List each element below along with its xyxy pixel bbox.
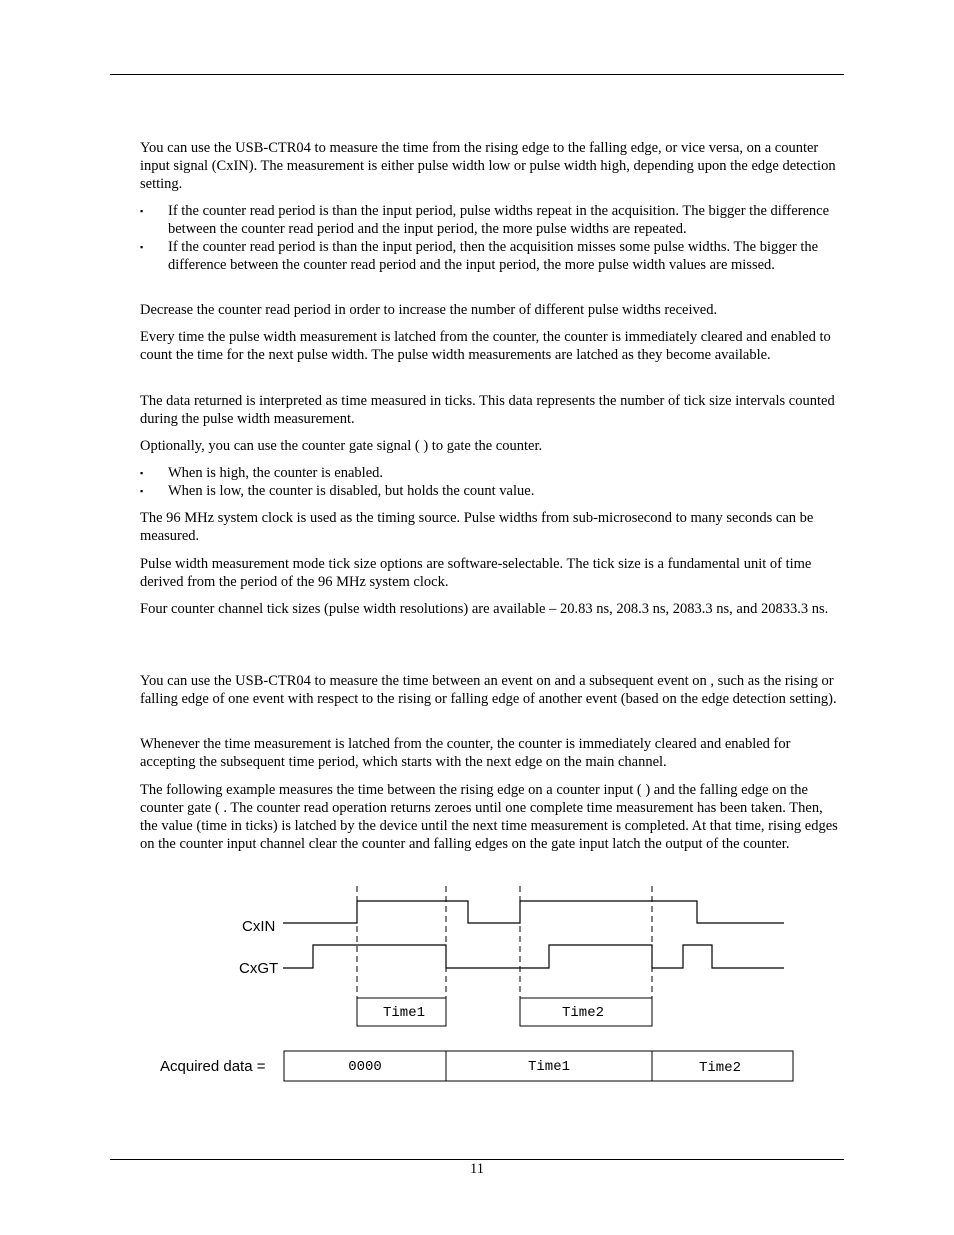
- cxgt-label: CxGT: [239, 960, 279, 977]
- cxgt-waveform: [283, 945, 784, 968]
- bullet-text: If the counter read period is than the input period, then the acquisition misses some pulse widths. The bigger the difference between the counter read period and the input period, the more pulse width values are missed.: [168, 239, 819, 273]
- paragraph-decrease-period: Decrease the counter read period in order to increase the number of different pulse widths received.: [140, 302, 718, 318]
- paragraph-timing-intro: You can use the USB-CTR04 to measure the time between an event on and a subsequent event on , such as the rising or falling edge of one event with respect to the rising or falling edge of another event (based on the edge detection setting).: [140, 673, 837, 707]
- bullet-icon: ▪: [140, 468, 144, 478]
- bullet-icon: ▪: [140, 242, 144, 252]
- bullet-text: If the counter read period is than the input period, pulse widths repeat in the acquisition. The bigger the difference between the counter read period and the input period, the more pulse widths are repeated.: [168, 203, 830, 237]
- paragraph-ticks: The data returned is interpreted as time measured in ticks. This data represents the number of tick size intervals counted during the pulse width measurement.: [140, 393, 835, 427]
- bullet-icon: ▪: [140, 206, 144, 216]
- acquired-value-cell: 0000: [348, 1059, 382, 1075]
- bullet-text: When is high, the counter is enabled.: [168, 465, 384, 481]
- paragraph-timing-latch: Whenever the time measurement is latched from the counter, the counter is immediately cleared and enabled for accepting the subsequent time period, which starts with the next edge on the main channel.: [140, 736, 791, 770]
- paragraph-tick-sizes: Four counter channel tick sizes (pulse width resolutions) are available – 20.83 ns, 208.3 ns, 2083.3 ns, and 20833.3 ns.: [140, 601, 829, 617]
- acquired-value-cell: Time2: [698, 1060, 742, 1076]
- time1-label: Time1: [382, 1005, 426, 1021]
- acquired-value-cell: Time1: [527, 1059, 571, 1075]
- paragraph-tick-options: Pulse width measurement mode tick size options are software-selectable. The tick size is a fundamental unit of time derived from the period of the 96 MHz system clock.: [140, 556, 812, 590]
- paragraph-pulse-width-intro: You can use the USB-CTR04 to measure the time from the rising edge to the falling edge, or vice versa, on a counter input signal (CxIN). The measurement is either pulse width low or pulse width high, depending upon the edge detection setting.: [140, 140, 836, 192]
- acquired-data-label: Acquired data =: [160, 1058, 266, 1075]
- paragraph-timing-example: The following example measures the time between the rising edge on a counter input ( ) and the falling edge on the counter gate ( . The counter read operation returns zeroes until one complete time measurement has been taken. Then, the value (time in ticks) is latched by the device until the next time measurement is completed. At that time, rising edges on the counter input channel clear the counter and falling edges on the gate input latch the output of the counter.: [140, 782, 838, 852]
- bullet-text: When is low, the counter is disabled, but holds the count value.: [168, 483, 535, 499]
- page-number: 11: [470, 1161, 484, 1177]
- cxin-label: CxIN: [242, 918, 276, 935]
- paragraph-latch: Every time the pulse width measurement is latched from the counter, the counter is immediately cleared and enabled to count the time for the next pulse width. The pulse width measurements are latched as they become available.: [140, 329, 831, 363]
- time2-label: Time2: [561, 1005, 605, 1021]
- paragraph-gate: Optionally, you can use the counter gate signal ( ) to gate the counter.: [140, 438, 543, 454]
- footer-rule: [110, 1159, 844, 1160]
- bullet-icon: ▪: [140, 486, 144, 496]
- cxin-waveform: [283, 901, 784, 923]
- paragraph-clock: The 96 MHz system clock is used as the timing source. Pulse widths from sub-microsecond to many seconds can be measured.: [140, 510, 814, 544]
